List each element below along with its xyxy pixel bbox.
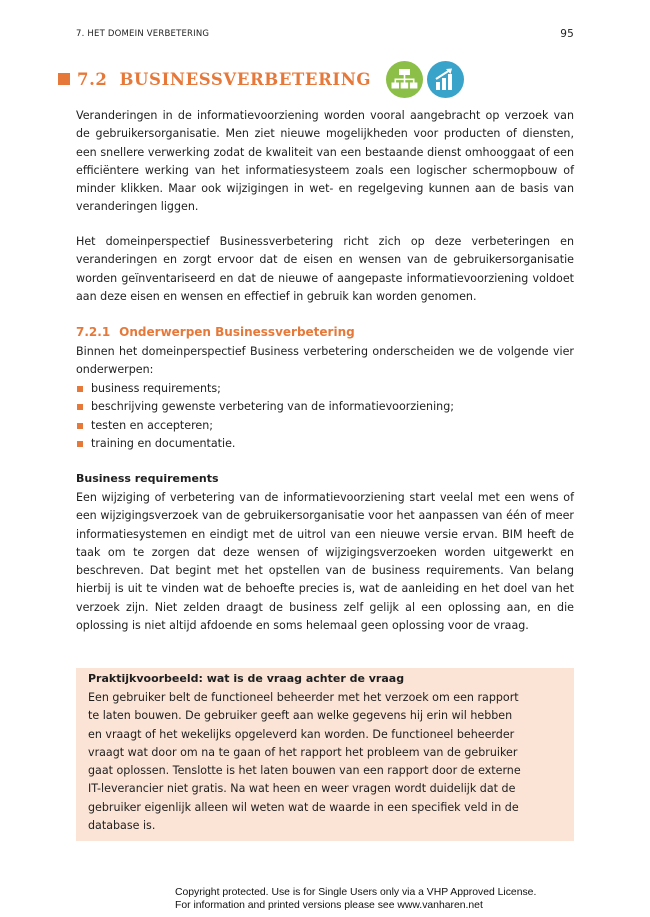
business-requirements-heading: Business requirements: [76, 472, 219, 485]
list-item: testen en accepteren;: [76, 417, 574, 435]
example-line: vraagt wat door om na te gaan of het rapport het probleem van de gebruiker: [88, 745, 518, 759]
list-item: beschrijving gewenste verbetering van de informatievoorziening;: [76, 398, 574, 416]
running-head: [76, 29, 574, 39]
business-requirements-paragraph: Een wijziging of verbetering van de informatievoorziening start veelal met een wens of een wijzigingsverzoek van de gebruikersorganisatie voor het aanpassen van één of meer informatiesystemen en eindigt met de uitrol van een nieuwe versie ervan. BIM heeft de taak om te zorgen dat deze wensen of wijzigingsverzoeken worden uitgewerkt en beschreven. Dat begint met het opstellen van de business requirements. Van belang hierbij is uit te vinden wat de behoefte precies is, wat de aanleiding en het doel van het verzoek zijn. Niet zelden draagt de business zelf gelijk al een oplossing aan, en die oplossing is niet altijd afdoende en soms helemaal geen oplossing voor de vraag.: [76, 491, 574, 633]
page-number: 95: [560, 28, 574, 40]
footer-line: Copyright protected. Use is for Single Users only via a VHP Approved License.: [175, 887, 537, 898]
list-item: business requirements;: [76, 380, 574, 398]
bar-chart-growth-icon: [427, 61, 464, 98]
section-number: 7.2: [77, 69, 108, 89]
subsection-number: 7.2.1: [76, 325, 111, 339]
practice-example-title: Praktijkvoorbeeld: wat is de vraag achter de vraag: [88, 672, 405, 685]
example-line: database is.: [88, 819, 156, 833]
example-line: IT-leverancier niet gratis. Na wat heen en weer vragen wordt duidelijk dat de: [88, 782, 516, 796]
topics-list: [76, 380, 574, 453]
example-line: gebruiker eigenlijk alleen wil weten wat de waarde in een specifiek veld in de: [88, 800, 519, 814]
copyright-footer: [175, 887, 536, 912]
chapter-label: 7. HET DOMEIN VERBETERING: [76, 29, 210, 39]
section-title: BUSINESSVERBETERING: [119, 69, 372, 89]
example-line: te laten bouwen. De gebruiker geeft aan welke gegevens hij erin wil hebben: [88, 709, 513, 723]
list-item: training en documentatie.: [76, 435, 574, 453]
footer-line: For information and printed versions please see www.vanharen.net: [175, 899, 483, 911]
domain-icons: [386, 61, 468, 98]
intro-paragraph: Veranderingen in de informatievoorziening worden vooral aangebracht op verzoek van de gebruikersorganisatie. Men ziet nieuwe mogelijkheden voor producten of diensten, een snellere verwerking zodat de kwaliteit van een bestaande dienst omhooggaat of een efficiëntere werking van het informatiesysteem zoals een logischer schermopbouw of minder klikken. Maar ook wijzigingen in wet- en regelgeving kunnen aan de basis van veranderingen liggen.: [76, 109, 574, 214]
subsection-intro: Binnen het domeinperspectief Business verbetering onderscheiden we de volgende vier onderwerpen:: [76, 345, 574, 377]
section-heading: [58, 64, 468, 94]
subsection-title: Onderwerpen Businessverbetering: [119, 325, 355, 339]
heading-square-marker: [58, 73, 70, 85]
subsection-heading: [76, 325, 355, 339]
example-line: gaat oplossen. Tenslotte is het laten bouwen van een rapport door de externe: [88, 764, 521, 778]
practice-example-box: [76, 668, 574, 841]
practice-example-text: [88, 689, 562, 835]
example-line: en vraagt of het wekelijks opgeleverd kan worden. De functioneel beheerder: [88, 727, 515, 741]
domain-perspective-paragraph: Het domeinperspectief Businessverbetering richt zich op deze verbeteringen en veranderingen en zorgt ervoor dat de eisen en wensen van de gebruikersorganisatie worden geïnventariseerd en dat de nieuwe of aangepaste informatievoorziening voldoet aan deze eisen en wensen en effectief in gebruik kan worden genomen.: [76, 235, 574, 303]
organization-chart-icon: [386, 61, 423, 98]
example-line: Een gebruiker belt de functioneel beheerder met het verzoek om een rapport: [88, 691, 519, 704]
